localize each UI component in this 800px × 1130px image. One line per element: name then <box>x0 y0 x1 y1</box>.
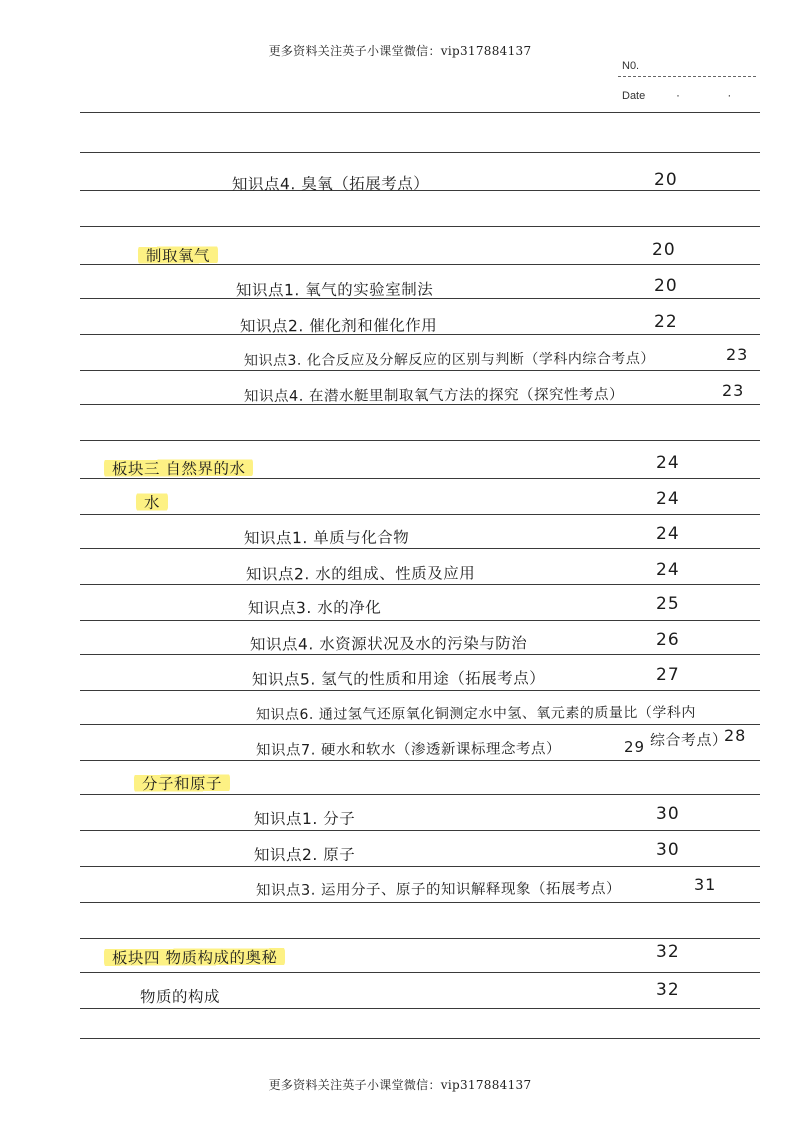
toc-section-text: 物质的构成 <box>139 987 221 1007</box>
ruled-line <box>80 370 760 371</box>
toc-overflow-text: 综合考点） <box>649 730 728 750</box>
ruled-line <box>80 548 760 549</box>
toc-entry-page: 24 <box>656 453 680 473</box>
toc-section-text: 制取氧气 <box>138 244 218 266</box>
watermark-top: 更多资料关注英子小课堂微信：vip317884137 <box>268 44 532 58</box>
ruled-line <box>80 584 760 585</box>
toc-entry-text: 知识点2. 原子 <box>253 845 356 865</box>
toc-entry-text: 知识点1. 分子 <box>253 809 356 829</box>
toc-entry-page: 23 <box>722 381 745 400</box>
header-no-line <box>618 76 756 77</box>
ruled-line <box>80 972 760 973</box>
ruled-line <box>80 760 760 761</box>
ruled-line <box>80 1038 760 1039</box>
toc-entry-text: 知识点1. 氧气的实验室制法 <box>235 280 434 300</box>
ruled-line <box>80 938 760 939</box>
toc-entry-text: 知识点7. 硬水和软水（渗透新课标理念考点） <box>255 741 562 759</box>
toc-entry-page: 32 <box>656 942 680 962</box>
toc-overflow-page: 28 <box>724 726 747 745</box>
ruled-line <box>80 866 760 867</box>
ruled-line <box>80 620 760 621</box>
toc-entry-page: 26 <box>656 630 680 650</box>
toc-entry-page: 24 <box>656 489 680 509</box>
toc-entry-page: 20 <box>654 170 678 190</box>
header-date-label: Date <box>622 90 646 102</box>
toc-entry-page: 32 <box>656 980 680 1000</box>
toc-entry-page: 30 <box>656 804 680 824</box>
toc-entry-page: 29 <box>624 738 646 756</box>
ruled-line <box>80 902 760 903</box>
toc-entry-page: 25 <box>656 594 680 614</box>
toc-entry-text: 知识点6. 通过氢气还原氧化铜测定水中氢、氧元素的质量比（学科内 <box>255 704 696 724</box>
ruled-line <box>80 794 760 795</box>
toc-entry-text: 知识点4. 水资源状况及水的污染与防治 <box>249 634 528 654</box>
toc-entry-text: 知识点5. 氢气的性质和用途（拓展考点） <box>251 669 546 689</box>
ruled-line <box>80 724 760 725</box>
ruled-line <box>80 690 760 691</box>
toc-entry-page: 30 <box>656 840 680 860</box>
ruled-line <box>80 1008 760 1009</box>
ruled-line <box>80 112 760 113</box>
toc-entry-page: 31 <box>694 875 717 894</box>
toc-entry-text: 知识点3. 运用分子、原子的知识解释现象（拓展考点） <box>255 881 622 899</box>
toc-entry-page: 24 <box>656 560 680 580</box>
ruled-line <box>80 830 760 831</box>
ruled-line <box>80 226 760 227</box>
toc-entry-text: 知识点4. 在潜水艇里制取氧气方法的探究（探究性考点） <box>243 387 625 405</box>
header-no-label: N0. <box>622 60 640 72</box>
toc-entry-text: 知识点2. 催化剂和催化作用 <box>239 316 438 336</box>
toc-entry-page: 20 <box>654 276 678 296</box>
toc-entry-text: 知识点2. 水的组成、性质及应用 <box>245 564 476 584</box>
toc-entry-page: 23 <box>726 345 749 364</box>
toc-entry-text: 知识点3. 水的净化 <box>247 598 382 618</box>
toc-block-text: 板块四 物质构成的奥秘 <box>104 946 286 969</box>
ruled-line <box>80 440 760 441</box>
toc-entry-page: 27 <box>656 665 680 685</box>
ruled-line <box>80 514 760 515</box>
toc-block-text: 板块三 自然界的水 <box>104 457 254 480</box>
toc-entry-page: 20 <box>652 240 676 260</box>
header-date-dots: · · <box>676 88 754 102</box>
toc-entry-text: 知识点1. 单质与化合物 <box>243 528 410 548</box>
watermark-bottom: 更多资料关注英子小课堂微信：vip317884137 <box>268 1078 532 1092</box>
ruled-line <box>80 654 760 655</box>
toc-entry-text: 知识点3. 化合反应及分解反应的区别与判断（学科内综合考点） <box>243 350 655 370</box>
toc-entry-text: 知识点4. 臭氧（拓展考点） <box>231 174 430 194</box>
ruled-line <box>80 152 760 153</box>
toc-section-text: 水 <box>136 491 168 513</box>
toc-entry-page: 22 <box>654 312 678 332</box>
toc-section-text: 分子和原子 <box>134 772 230 795</box>
toc-entry-page: 24 <box>656 524 680 544</box>
